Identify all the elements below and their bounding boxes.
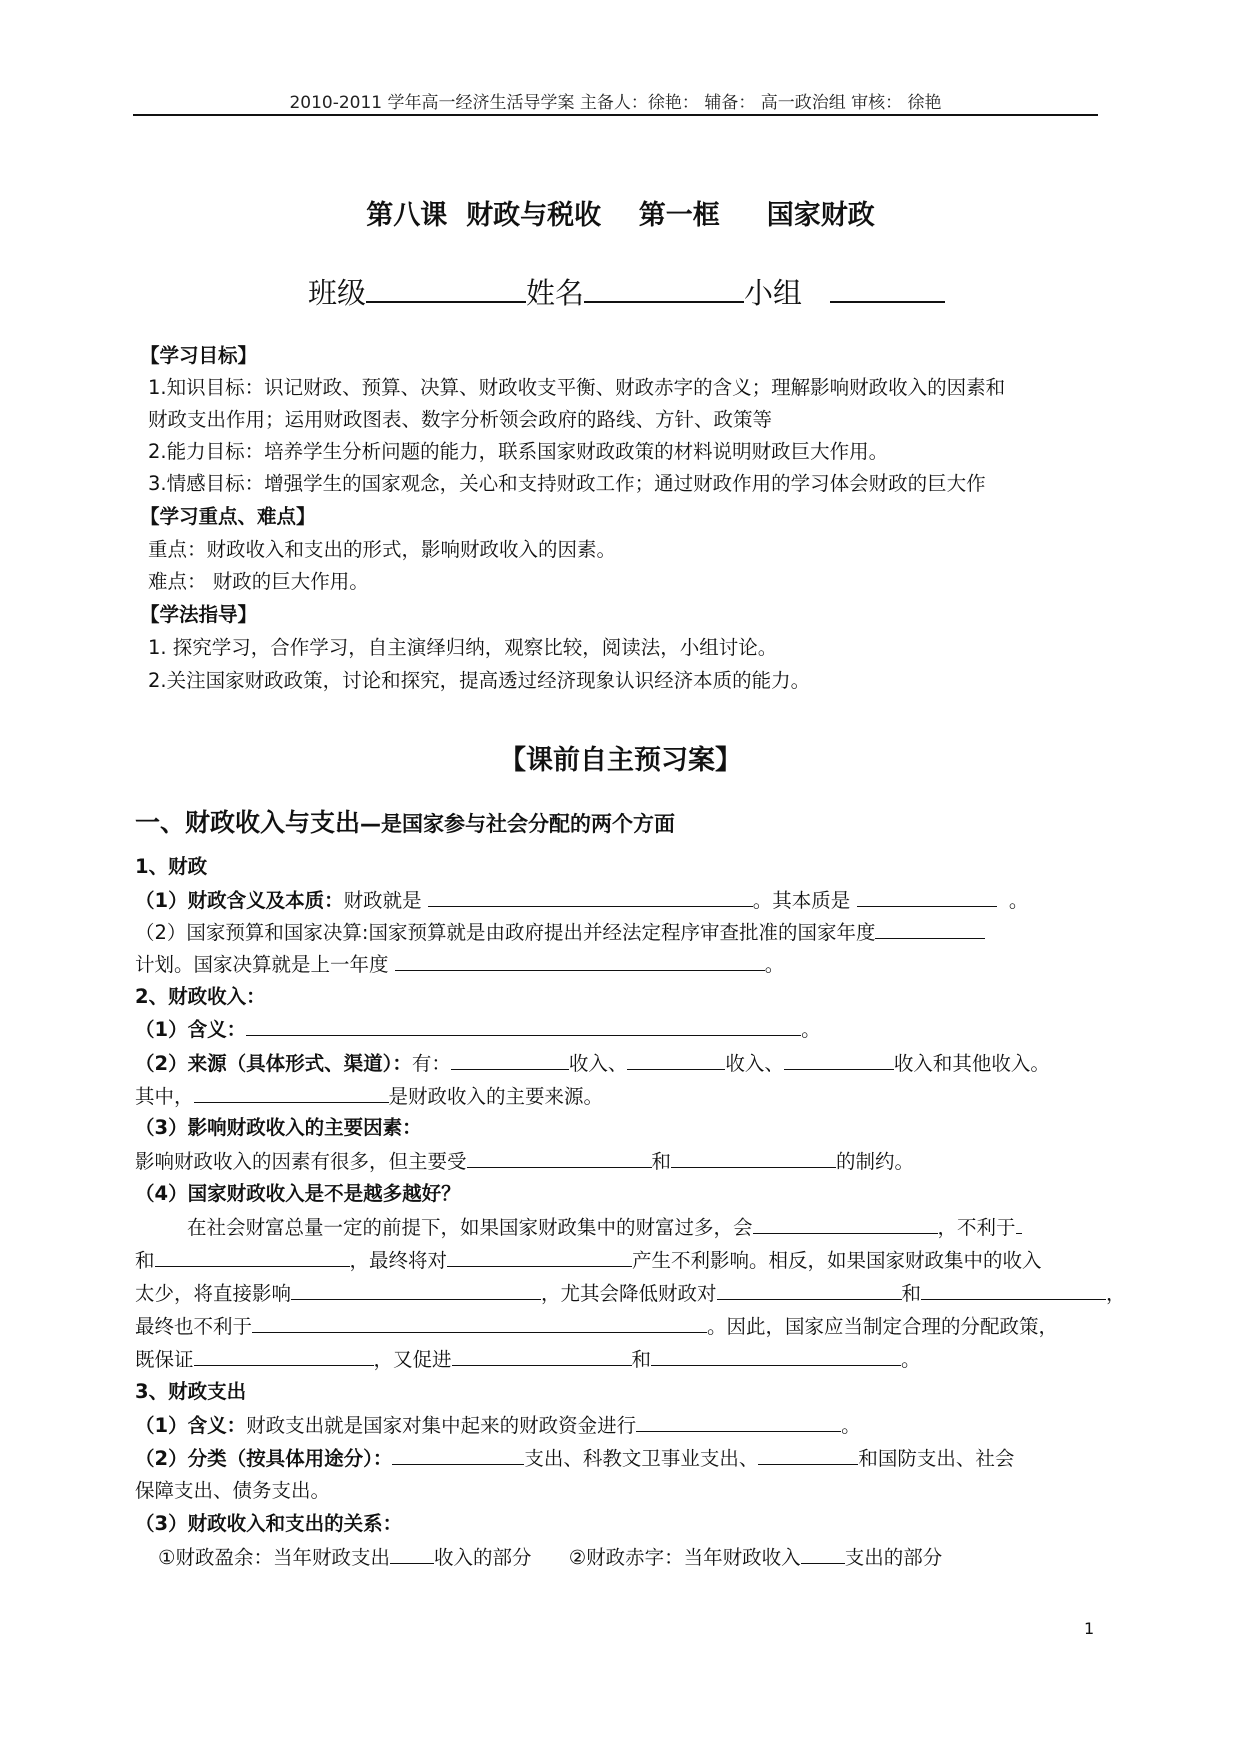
s2-p2-text-d: 收入和其他收入。 bbox=[893, 1052, 1050, 1075]
s2-p2-text-c: 收入、 bbox=[725, 1052, 784, 1075]
blank-expenditure-type-2[interactable] bbox=[758, 1444, 858, 1465]
s2-p2-label: （2）来源（具体形式、渠道）： bbox=[135, 1052, 412, 1075]
preview-title: 【课前自主预习案】 bbox=[499, 745, 742, 776]
blank-tail[interactable] bbox=[1016, 1213, 1022, 1234]
s2-p9-text: 太少，将直接影响 bbox=[135, 1282, 292, 1305]
method-heading: 【学法指导】 bbox=[140, 603, 258, 626]
s3-p4: （3）财政收入和支出的关系： bbox=[135, 1512, 403, 1535]
s2-p8 bbox=[135, 1246, 1042, 1275]
s3-p1 bbox=[135, 1411, 861, 1440]
s2-p11-text: 既保证 bbox=[135, 1348, 194, 1371]
page-header: 2010-2011 学年高一经济生活导学案 主备人：徐艳： 辅备： 高一政治组 审核： 徐艳 bbox=[289, 93, 942, 113]
goal-knowledge-1: 1.知识目标：识记财政、预算、决算、财政收支平衡、财政赤字的含义；理解影响财政收入的因素和 bbox=[148, 376, 1006, 399]
blank-too-little-2[interactable] bbox=[717, 1279, 902, 1300]
goals-heading: 【学习目标】 bbox=[140, 344, 258, 367]
blank-expenditure-definition[interactable] bbox=[636, 1411, 841, 1432]
blank-revenue-source-2[interactable] bbox=[627, 1049, 725, 1070]
s2-p3-text: 其中， bbox=[135, 1085, 194, 1108]
goal-ability: 2.能力目标：培养学生分析问题的能力，联系国家财政政策的材料说明财政巨大作用。 bbox=[148, 440, 889, 463]
group-label: 小组 bbox=[744, 276, 803, 310]
s3-p2-text-b: 和国防支出、社会 bbox=[858, 1447, 1015, 1470]
section-heading-main: 一、财政收入与支出 bbox=[135, 808, 361, 837]
s3-heading: 3、财政支出 bbox=[135, 1380, 247, 1403]
s2-p3 bbox=[135, 1082, 603, 1111]
s1-p2-text: （2）国家预算和国家决算:国家预算就是由政府提出并经法定程序审查批准的国家年度 bbox=[135, 921, 876, 944]
s1-p1-end: 。 bbox=[1008, 889, 1029, 912]
blank-policy-3[interactable] bbox=[651, 1345, 901, 1366]
s2-p10-text-b: 。因此，国家应当制定合理的分配政策， bbox=[707, 1315, 1059, 1338]
key-points-heading: 【学习重点、难点】 bbox=[140, 505, 316, 528]
name-field[interactable] bbox=[584, 273, 744, 303]
s2-p5-text: 影响财政收入的因素有很多，但主要受 bbox=[135, 1150, 467, 1173]
blank-too-little-4[interactable] bbox=[252, 1312, 707, 1333]
blank-surplus[interactable] bbox=[390, 1543, 434, 1564]
blank-revenue-definition[interactable] bbox=[246, 1015, 801, 1036]
blank-too-much-1[interactable] bbox=[753, 1213, 938, 1234]
s1-p3-text: 计划。国家决算就是上一年度 bbox=[135, 953, 389, 976]
s3-p1-text: 财政支出就是国家对集中起来的财政资金进行 bbox=[246, 1414, 637, 1437]
s1-p1 bbox=[135, 886, 1028, 915]
s2-p7-text-b: ，不利于 bbox=[937, 1216, 1016, 1239]
s1-p1-label: （1）财政含义及本质： bbox=[135, 889, 344, 912]
s3-p2-text: 支出、科教文卫事业支出、 bbox=[524, 1447, 759, 1470]
blank-too-little-1[interactable] bbox=[291, 1279, 541, 1300]
blank-revenue-source-1[interactable] bbox=[451, 1049, 569, 1070]
s2-p11-end: 。 bbox=[901, 1348, 921, 1371]
s2-p3-text-b: 是财政收入的主要来源。 bbox=[388, 1085, 604, 1108]
s3-p1-end: 。 bbox=[841, 1414, 861, 1437]
blank-too-much-3[interactable] bbox=[447, 1246, 632, 1267]
s2-p5 bbox=[135, 1147, 914, 1176]
difficult-point: 难点： 财政的巨大作用。 bbox=[148, 570, 369, 593]
s2-p9-text-d: ， bbox=[1106, 1282, 1126, 1305]
s2-p10 bbox=[135, 1312, 1058, 1341]
s2-p9 bbox=[135, 1279, 1126, 1308]
s2-p7 bbox=[187, 1213, 1022, 1242]
blank-deficit[interactable] bbox=[801, 1543, 845, 1564]
method-1: 1. 探究学习，合作学习，自主演绎归纳，观察比较，阅读法，小组讨论。 bbox=[148, 636, 778, 659]
s1-p1-text-2: 。其本质是 bbox=[752, 889, 851, 912]
s2-p6: （4）国家财政收入是不是越多越好？ bbox=[135, 1182, 461, 1205]
key-point: 重点：财政收入和支出的形式，影响财政收入的因素。 bbox=[148, 538, 617, 561]
s2-p8-text-b: ，最终将对 bbox=[349, 1249, 448, 1272]
s2-p2 bbox=[135, 1049, 1050, 1078]
s2-p9-text-c: 和 bbox=[901, 1282, 922, 1305]
group-field[interactable] bbox=[830, 273, 945, 303]
blank-final-accounts[interactable] bbox=[395, 950, 765, 971]
blank-policy-2[interactable] bbox=[452, 1345, 632, 1366]
blank-factor-1[interactable] bbox=[467, 1147, 652, 1168]
blank-factor-2[interactable] bbox=[671, 1147, 836, 1168]
s2-p2-text: 有： bbox=[411, 1052, 451, 1075]
s2-p10-text: 最终也不利于 bbox=[135, 1315, 253, 1338]
s2-p1-end: 。 bbox=[801, 1018, 821, 1041]
s2-p1 bbox=[135, 1015, 821, 1044]
s2-p7-text: 在社会财富总量一定的前提下，如果国家财政集中的财富过多，会 bbox=[187, 1216, 753, 1239]
blank-too-much-2[interactable] bbox=[155, 1246, 350, 1267]
s2-heading: 2、财政收入： bbox=[135, 985, 266, 1008]
blank-revenue-source-3[interactable] bbox=[784, 1049, 894, 1070]
student-info-form bbox=[308, 271, 945, 312]
s2-p11-text-c: 和 bbox=[631, 1348, 652, 1371]
s2-p5-text-c: 的制约。 bbox=[836, 1150, 915, 1173]
s1-p3-end: 。 bbox=[764, 953, 785, 976]
goal-emotion: 3.情感目标：增强学生的国家观念，关心和支持财政工作；通过财政作用的学习体会财政的巨大作 bbox=[148, 472, 986, 495]
header-rule bbox=[133, 114, 1098, 116]
s1-p3 bbox=[135, 950, 784, 979]
s3-p2 bbox=[135, 1444, 1014, 1473]
s2-p8-text: 和 bbox=[135, 1249, 155, 1272]
s3-p3: 保障支出、债务支出。 bbox=[135, 1479, 331, 1502]
section-heading bbox=[135, 803, 675, 839]
s2-p11 bbox=[135, 1345, 921, 1374]
class-field[interactable] bbox=[366, 273, 526, 303]
s3-p5 bbox=[158, 1543, 942, 1572]
s3-p2-label: （2）分类（按具体用途分）： bbox=[135, 1447, 393, 1470]
blank-main-source[interactable] bbox=[194, 1082, 389, 1103]
blank-finance-definition[interactable] bbox=[428, 886, 753, 907]
s2-p4: （3）影响财政收入的主要因素： bbox=[135, 1116, 422, 1139]
s2-p1-label: （1）含义： bbox=[135, 1018, 247, 1041]
lesson-title: 第八课 财政与税收 第一框 国家财政 bbox=[366, 200, 875, 231]
s2-p9-text-b: ，尤其会降低财政对 bbox=[541, 1282, 717, 1305]
blank-policy-1[interactable] bbox=[194, 1345, 374, 1366]
s2-p2-text-b: 收入、 bbox=[568, 1052, 628, 1075]
s2-p8-text-c: 产生不利影响。相反，如果国家财政集中的收入 bbox=[632, 1249, 1042, 1272]
deficit-text: ②财政赤字：当年财政收入 bbox=[568, 1546, 801, 1569]
section-heading-sub: —是国家参与社会分配的两个方面 bbox=[360, 812, 676, 836]
s3-p1-label: （1）含义： bbox=[135, 1414, 247, 1437]
surplus-text: ①财政盈余：当年财政支出 bbox=[158, 1546, 390, 1569]
blank-too-little-3[interactable] bbox=[921, 1279, 1106, 1300]
deficit-text-b: 支出的部分 bbox=[844, 1546, 943, 1569]
s2-p11-text-b: ，又促进 bbox=[373, 1348, 452, 1371]
name-label: 姓名 bbox=[526, 276, 585, 310]
page-number: 1 bbox=[1084, 1619, 1095, 1638]
blank-expenditure-type-1[interactable] bbox=[392, 1444, 524, 1465]
s1-heading: 1、财政 bbox=[135, 855, 208, 878]
method-2: 2.关注国家财政政策，讨论和探究，提高透过经济现象认识经济本质的能力。 bbox=[148, 669, 811, 692]
s1-p1-text: 财政就是 bbox=[343, 889, 422, 912]
s1-p2 bbox=[135, 918, 985, 947]
class-label: 班级 bbox=[308, 276, 367, 310]
blank-budget-plan[interactable] bbox=[875, 918, 985, 939]
surplus-text-b: 收入的部分 bbox=[433, 1546, 532, 1569]
blank-finance-essence[interactable] bbox=[857, 886, 997, 907]
s2-p5-text-b: 和 bbox=[651, 1150, 672, 1173]
goal-knowledge-2: 财政支出作用；运用财政图表、数字分析领会政府的路线、方针、政策等 bbox=[148, 408, 773, 431]
